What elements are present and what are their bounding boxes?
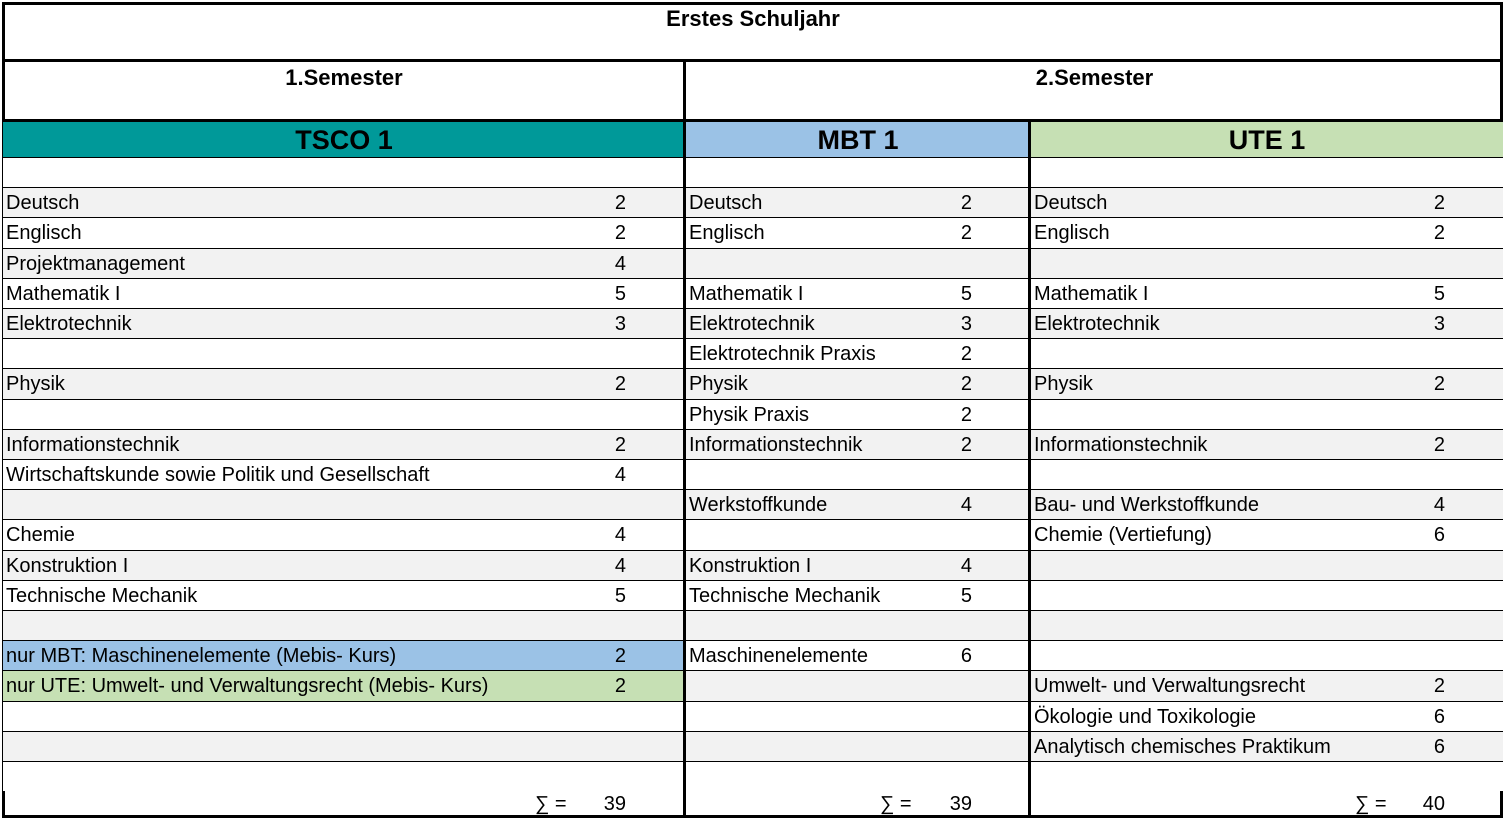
subject-label: Projektmanagement <box>6 252 185 275</box>
program-header-mbt: MBT 1 <box>686 122 1030 157</box>
table-row <box>3 187 685 217</box>
table-row <box>1031 248 1503 278</box>
hours-value: 4 <box>960 494 972 517</box>
hours-value: 2 <box>614 675 626 698</box>
subject-label: nur UTE: Umwelt- und Verwaltungsrecht (Mebis- Kurs) <box>6 675 489 698</box>
subject-label: Elektrotechnik <box>6 313 132 335</box>
table-row <box>3 489 685 519</box>
subject-label: Deutsch <box>6 192 80 215</box>
sum-label: ∑ = <box>880 793 912 815</box>
hours-value: 4 <box>614 252 626 275</box>
hours-value: 2 <box>614 222 626 245</box>
subject-label: Mathematik I <box>689 282 804 305</box>
table-row <box>1031 399 1503 429</box>
subject-label: Mathematik I <box>1034 282 1149 305</box>
table-row <box>686 157 1030 187</box>
hours-value: 2 <box>960 373 972 396</box>
table-title: Erstes Schuljahr <box>666 6 840 31</box>
table-row <box>686 459 1030 489</box>
sum-label: ∑ = <box>535 793 567 815</box>
hours-value: 5 <box>614 282 626 305</box>
hours-value: 4 <box>614 524 626 547</box>
hours-value: 3 <box>960 313 972 335</box>
hours-value: 6 <box>960 645 972 668</box>
sum-label: ∑ = <box>1355 793 1387 815</box>
table-row <box>3 761 685 791</box>
table-row <box>1031 550 1503 580</box>
hours-value: 2 <box>1433 675 1445 698</box>
subject-label: Wirtschaftskunde sowie Politik und Gesellschaft <box>6 464 430 486</box>
subject-label: Technische Mechanik <box>689 584 881 607</box>
hours-value: 2 <box>960 192 972 215</box>
subject-label: Elektrotechnik <box>689 313 815 335</box>
table-row <box>3 368 685 398</box>
hours-value: 5 <box>614 584 626 607</box>
table-row <box>1031 459 1503 489</box>
hours-value: 4 <box>960 554 972 577</box>
hours-value: 6 <box>1433 705 1445 728</box>
sum-value: 39 <box>949 793 972 815</box>
hours-value: 2 <box>960 403 972 426</box>
hours-value: 3 <box>614 313 626 335</box>
semester-2-header: 2.Semester <box>1035 65 1154 90</box>
hours-value: 2 <box>960 222 972 245</box>
hours-value: 3 <box>1433 313 1445 335</box>
subject-label: Physik <box>6 373 65 396</box>
hours-value: 2 <box>960 433 972 456</box>
hours-value: 2 <box>1433 433 1445 456</box>
table-row <box>1031 640 1503 670</box>
subject-label: Bau- und Werkstoffkunde <box>1034 494 1259 517</box>
table-row <box>686 610 1030 640</box>
table-row <box>3 157 685 187</box>
hours-value: 5 <box>960 282 972 305</box>
subject-label: Ökologie und Toxikologie <box>1034 705 1257 728</box>
table-row <box>686 248 1030 278</box>
subject-label: Informationstechnik <box>6 433 180 456</box>
table-row <box>686 670 1030 700</box>
subject-label: Analytisch chemisches Praktikum <box>1034 735 1331 758</box>
semester-1-header: 1.Semester <box>285 65 403 90</box>
hours-value: 5 <box>1433 282 1445 305</box>
subject-label: Englisch <box>6 222 82 245</box>
column-divider <box>683 60 686 818</box>
table-row <box>3 519 685 549</box>
hours-value: 2 <box>614 645 626 668</box>
subject-label: Informationstechnik <box>689 433 863 456</box>
table-row <box>1031 610 1503 640</box>
subject-label: Englisch <box>689 222 765 245</box>
table-row <box>686 761 1030 791</box>
hours-value: 2 <box>1433 192 1445 215</box>
subject-label: Physik <box>1034 373 1093 396</box>
program-header-ute: UTE 1 <box>1031 122 1503 157</box>
subject-label: Konstruktion I <box>689 554 812 577</box>
subject-label: Maschinenelemente <box>689 645 868 668</box>
subject-label: Elektrotechnik Praxis <box>689 343 876 366</box>
hours-value: 2 <box>960 343 972 366</box>
table-row <box>1031 338 1503 368</box>
sum-value: 40 <box>1422 793 1445 815</box>
column-divider <box>1028 120 1031 818</box>
subject-label: Umwelt- und Verwaltungsrecht <box>1034 675 1306 698</box>
subject-label: Englisch <box>1034 222 1110 245</box>
hours-value: 2 <box>1433 222 1445 245</box>
table-row <box>3 217 685 247</box>
subject-label: Elektrotechnik <box>1034 313 1160 335</box>
table-row <box>686 731 1030 761</box>
subject-label: Chemie <box>6 524 75 547</box>
hours-value: 4 <box>614 464 626 486</box>
program-header-tsco: TSCO 1 <box>3 122 685 157</box>
subject-label: Mathematik I <box>6 282 121 305</box>
subject-label: nur MBT: Maschinenelemente (Mebis- Kurs) <box>6 645 397 668</box>
table-row <box>1031 157 1503 187</box>
table-row <box>686 701 1030 731</box>
subject-label: Technische Mechanik <box>6 584 198 607</box>
subject-label: Konstruktion I <box>6 554 129 577</box>
table-row <box>3 731 685 761</box>
subject-label: Werkstoffkunde <box>689 494 828 517</box>
hours-value: 2 <box>614 433 626 456</box>
table-row <box>1031 580 1503 610</box>
subject-label: Deutsch <box>689 192 763 215</box>
subject-label: Deutsch <box>1034 192 1108 215</box>
subject-label: Chemie (Vertiefung) <box>1034 524 1212 547</box>
hours-value: 5 <box>960 584 972 607</box>
hours-value: 2 <box>614 373 626 396</box>
hours-value: 4 <box>1433 494 1445 517</box>
hours-value: 2 <box>1433 373 1445 396</box>
divider <box>3 59 1503 62</box>
table-row <box>686 519 1030 549</box>
table-row <box>3 610 685 640</box>
table-row <box>1031 761 1503 791</box>
table-row <box>3 701 685 731</box>
hours-value: 2 <box>614 192 626 215</box>
table-row <box>3 338 685 368</box>
subject-label: Physik Praxis <box>689 403 810 426</box>
hours-value: 4 <box>614 554 626 577</box>
sum-value: 39 <box>603 793 626 815</box>
table-row <box>3 399 685 429</box>
subject-label: Informationstechnik <box>1034 433 1208 456</box>
hours-value: 6 <box>1433 735 1445 758</box>
subject-label: Physik <box>689 373 748 396</box>
hours-value: 6 <box>1433 524 1445 547</box>
